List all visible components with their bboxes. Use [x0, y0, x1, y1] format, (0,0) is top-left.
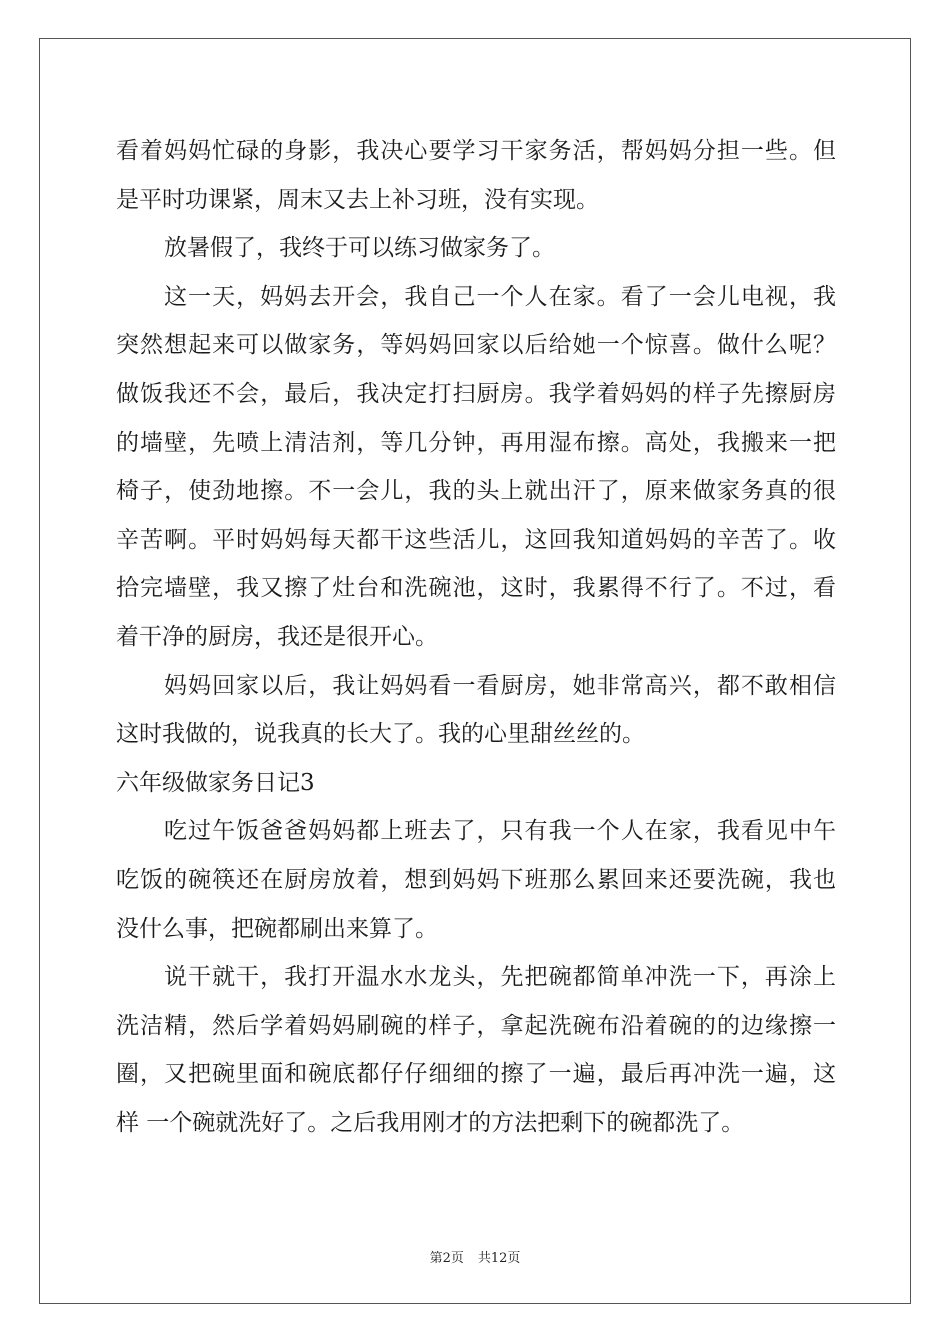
paragraph-start: 妈妈回家以后，我让妈妈看一看厨房，她非常高兴，都不敢相信 — [164, 672, 836, 699]
text-line: 突然想起来可以做家务，等妈妈回家以后给她一个惊喜。做什么呢？ — [116, 332, 836, 359]
paragraph-start: 这一天，妈妈去开会，我自己一个人在家。看了一会儿电视，我 — [164, 283, 836, 310]
paragraph-start: 放暑假了，我终于可以练习做家务了。 — [164, 235, 555, 262]
text-line: 椅子，使劲地擦。不一会儿，我的头上就出汗了，原来做家务真的很 — [116, 478, 836, 505]
document-body — [116, 127, 836, 1147]
page-footer — [0, 1247, 950, 1266]
paragraph-start: 吃过午饭爸爸妈妈都上班去了，只有我一个人在家，我看见中午 — [164, 818, 836, 845]
text-line: 的墙壁，先喷上清洁剂，等几分钟，再用湿布擦。高处，我搬来一把 — [116, 429, 836, 456]
text-line: 这时我做的，说我真的长大了。我的心里甜丝丝的。 — [116, 721, 645, 748]
section-heading: 六年级做家务日记3 — [116, 769, 315, 796]
text-line: 是平时功课紧，周末又去上补习班，没有实现。 — [116, 186, 599, 213]
text-line: 着干净的厨房，我还是很开心。 — [116, 623, 438, 650]
text-line: 看着妈妈忙碌的身影，我决心要学习干家务活，帮妈妈分担一些。但 — [116, 138, 836, 164]
text-line: 辛苦啊。平时妈妈每天都干这些活儿，这回我知道妈妈的辛苦了。收 — [116, 526, 836, 553]
text-line: 做饭我还不会，最后，我决定打扫厨房。我学着妈妈的样子先擦厨房 — [116, 380, 836, 407]
text-line: 拾完墙壁，我又擦了灶台和洗碗池，这时，我累得不行了。不过，看 — [116, 575, 836, 602]
text-line: 没什么事，把碗都刷出来算了。 — [116, 915, 438, 942]
page-number: 第2页 — [429, 1251, 464, 1266]
text-line: 样 一个碗就洗好了。之后我用刚才的方法把剩下的碗都洗了。 — [116, 1109, 745, 1136]
text-line: 圈，又把碗里面和碗底都仔仔细细的擦了一遍，最后再冲洗一遍，这 — [116, 1061, 836, 1088]
paragraph-start: 说干就干，我打开温水水龙头，先把碗都简单冲洗一下，再涂上 — [164, 964, 836, 991]
page-total: 共12页 — [477, 1251, 521, 1266]
text-line: 洗洁精，然后学着妈妈刷碗的样子，拿起洗碗布沿着碗的的边缘擦一 — [116, 1012, 836, 1039]
text-line: 吃饭的碗筷还在厨房放着，想到妈妈下班那么累回来还要洗碗，我也 — [116, 866, 836, 893]
